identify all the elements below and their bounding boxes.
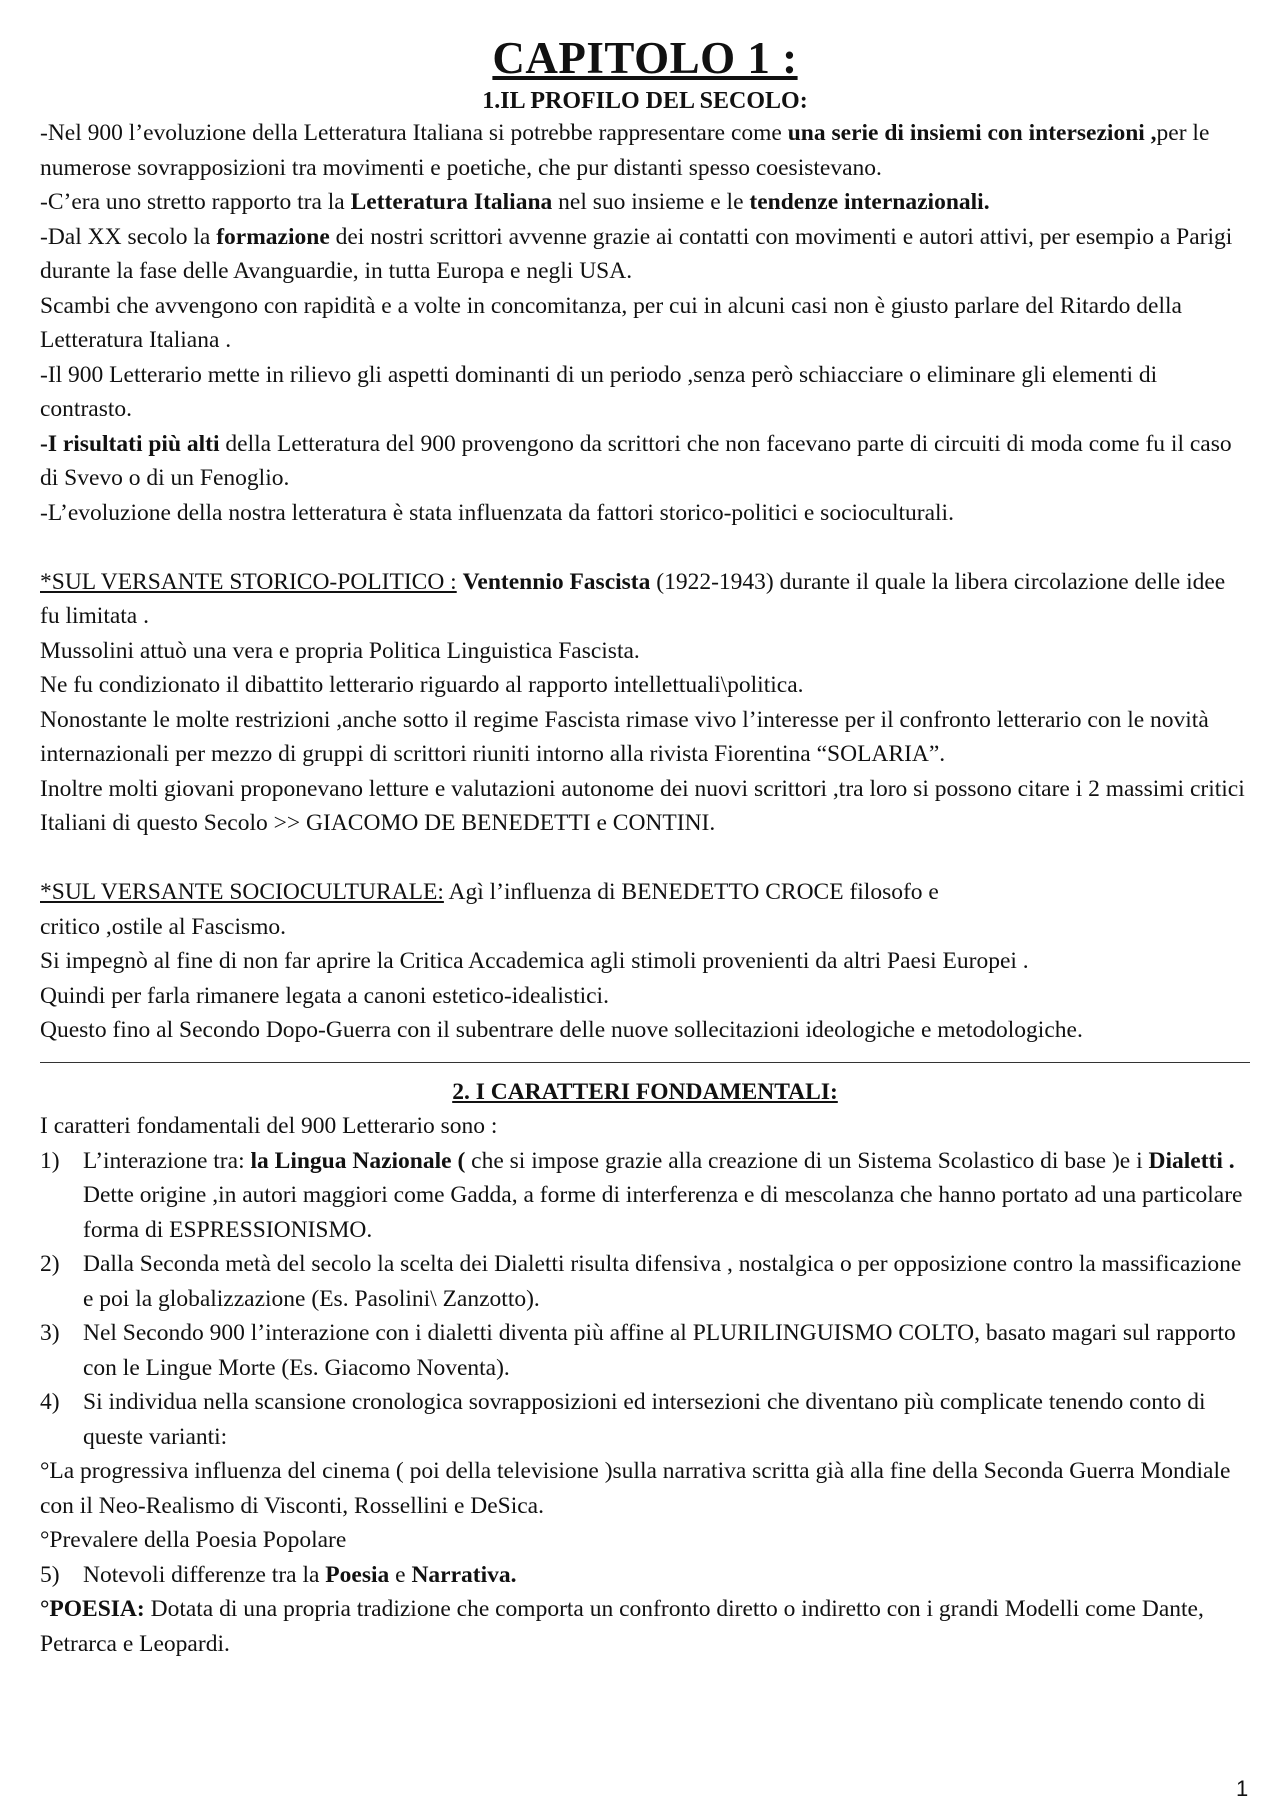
paragraph: °Prevalere della Poesia Popolare bbox=[40, 1527, 347, 1553]
paragraph: Si impegnò al fine di non far aprire la Critica Accademica agli stimoli provenienti da altri Paesi Europei . bbox=[40, 948, 1029, 974]
paragraph: -C’era uno stretto rapporto tra la Letteratura Italiana nel suo insieme e le tendenze internazionali. bbox=[40, 189, 990, 215]
storico-paragraph: *SUL VERSANTE STORICO-POLITICO : Ventennio Fascista (1922-1943) durante il quale la libera circolazione delle idee fu limitata . bbox=[40, 568, 1226, 629]
paragraph: -Nel 900 l’evoluzione della Letteratura Italiana si potrebbe rappresentare come una serie di insiemi con intersezioni ,per le numerose sovrapposizioni tra movimenti e poetiche, che pur distanti spesso coesistevano. bbox=[40, 120, 1210, 181]
paragraph: Ne fu condizionato il dibattito letterario riguardo al rapporto intellettuali\politica. bbox=[40, 672, 804, 698]
page-number: 1 bbox=[1236, 1776, 1249, 1801]
paragraph: critico ,ostile al Fascismo. bbox=[40, 913, 287, 940]
paragraph: -Dal XX secolo la formazione dei nostri scrittori avvenne grazie ai contatti con movimenti e autori attivi, per esempio a Parigi durante la fase delle Avanguardie, in tutta Europa e negli USA. bbox=[40, 223, 1233, 284]
paragraph: Mussolini attuò una vera e propria Politica Linguistica Fascista. bbox=[40, 637, 640, 664]
list-item: 4) Si individua nella scansione cronologica sovrapposizioni ed intersezioni che diventano più complicate tenendo conto di queste varianti: bbox=[40, 1389, 1206, 1450]
list-item: 3) Nel Secondo 900 l’interazione con i dialetti diventa più affine al PLURILINGUISMO COLTO, basato magari sul rapporto con le Lingue Morte (Es. Giacomo Noventa). bbox=[40, 1320, 1236, 1381]
characteristics-list-continued bbox=[40, 1558, 1250, 1593]
paragraph: Scambi che avvengono con rapidità e a volte in concomitanza, per cui in alcuni casi non è giusto parlare del Ritardo della Letteratura Italiana . bbox=[40, 292, 1182, 353]
paragraph: I caratteri fondamentali del 900 Letterario sono : bbox=[40, 1113, 498, 1139]
paragraph: Quindi per farla rimanere legata a canoni estetico-idealistici. bbox=[40, 982, 609, 1009]
paragraph: Inoltre molti giovani proponevano letture e valutazioni autonome dei nuovi scrittori ,tra loro si possono citare i 2 massimi critici Italiani di questo Secolo >> GIACOMO DE BENEDETTI e CONTINI. bbox=[40, 775, 1245, 836]
socio-paragraph: *SUL VERSANTE SOCIOCULTURALE: Agì l’influenza di BENEDETTO CROCE filosofo e bbox=[40, 879, 939, 905]
paragraph: Nonostante le molte restrizioni ,anche sotto il regime Fascista rimase vivo l’interesse per il confronto letterario con le novità internazionali per mezzo di gruppi di scrittori riuniti intorno alla rivista Fiorentina “SOLARIA”. bbox=[40, 706, 1209, 767]
paragraph: -I risultati più alti della Letteratura del 900 provengono da scrittori che non facevano parte di circuiti di moda come fu il caso di Svevo o di un Fenoglio. bbox=[40, 430, 1232, 491]
section1-heading: 1.IL PROFILO DEL SECOLO: bbox=[482, 88, 808, 114]
list-item: 2) Dalla Seconda metà del secolo la scelta dei Dialetti risulta difensiva , nostalgica o per opposizione contro la massificazione e poi la globalizzazione (Es. Pasolini\ Zanzotto). bbox=[40, 1251, 1242, 1312]
paragraph: -Il 900 Letterario mette in rilievo gli aspetti dominanti di un periodo ,senza però schiacciare o eliminare gli elementi di contrasto. bbox=[40, 361, 1158, 422]
list-item: 1) L’interazione tra: la Lingua Nazionale ( che si impose grazie alla creazione di un Sistema Scolastico di base )e i Dialetti . Dette origine ,in autori maggiori come Gadda, a forme di interferenza e di mescolanza che hanno portato ad una particolare forma di ESPRESSIONISMO. bbox=[40, 1147, 1243, 1243]
paragraph: Questo fino al Secondo Dopo-Guerra con il subentrare delle nuove sollecitazioni ideologiche e metodologiche. bbox=[40, 1017, 1083, 1043]
section2-heading: 2. I CARATTERI FONDAMENTALI: bbox=[452, 1078, 838, 1105]
paragraph: °La progressiva influenza del cinema ( poi della televisione )sulla narrativa scritta già alla fine della Seconda Guerra Mondiale con il Neo-Realismo di Visconti, Rossellini e DeSica. bbox=[40, 1458, 1231, 1519]
characteristics-list bbox=[40, 1144, 1250, 1455]
document-page bbox=[40, 30, 1250, 1661]
socio-label: *SUL VERSANTE SOCIOCULTURALE: bbox=[40, 879, 444, 905]
paragraph: -L’evoluzione della nostra letteratura è stata influenzata da fattori storico-politici e socioculturali. bbox=[40, 499, 954, 526]
chapter-title: CAPITOLO 1 : bbox=[492, 33, 798, 83]
paragraph: °POESIA: Dotata di una propria tradizione che comporta un confronto diretto o indiretto con i grandi Modelli come Dante, Petrarca e Leopardi. bbox=[40, 1596, 1204, 1657]
divider bbox=[40, 1062, 1250, 1063]
list-item: 5) Notevoli differenze tra la Poesia e Narrativa. bbox=[40, 1561, 517, 1588]
storico-label: *SUL VERSANTE STORICO-POLITICO : bbox=[40, 568, 457, 595]
